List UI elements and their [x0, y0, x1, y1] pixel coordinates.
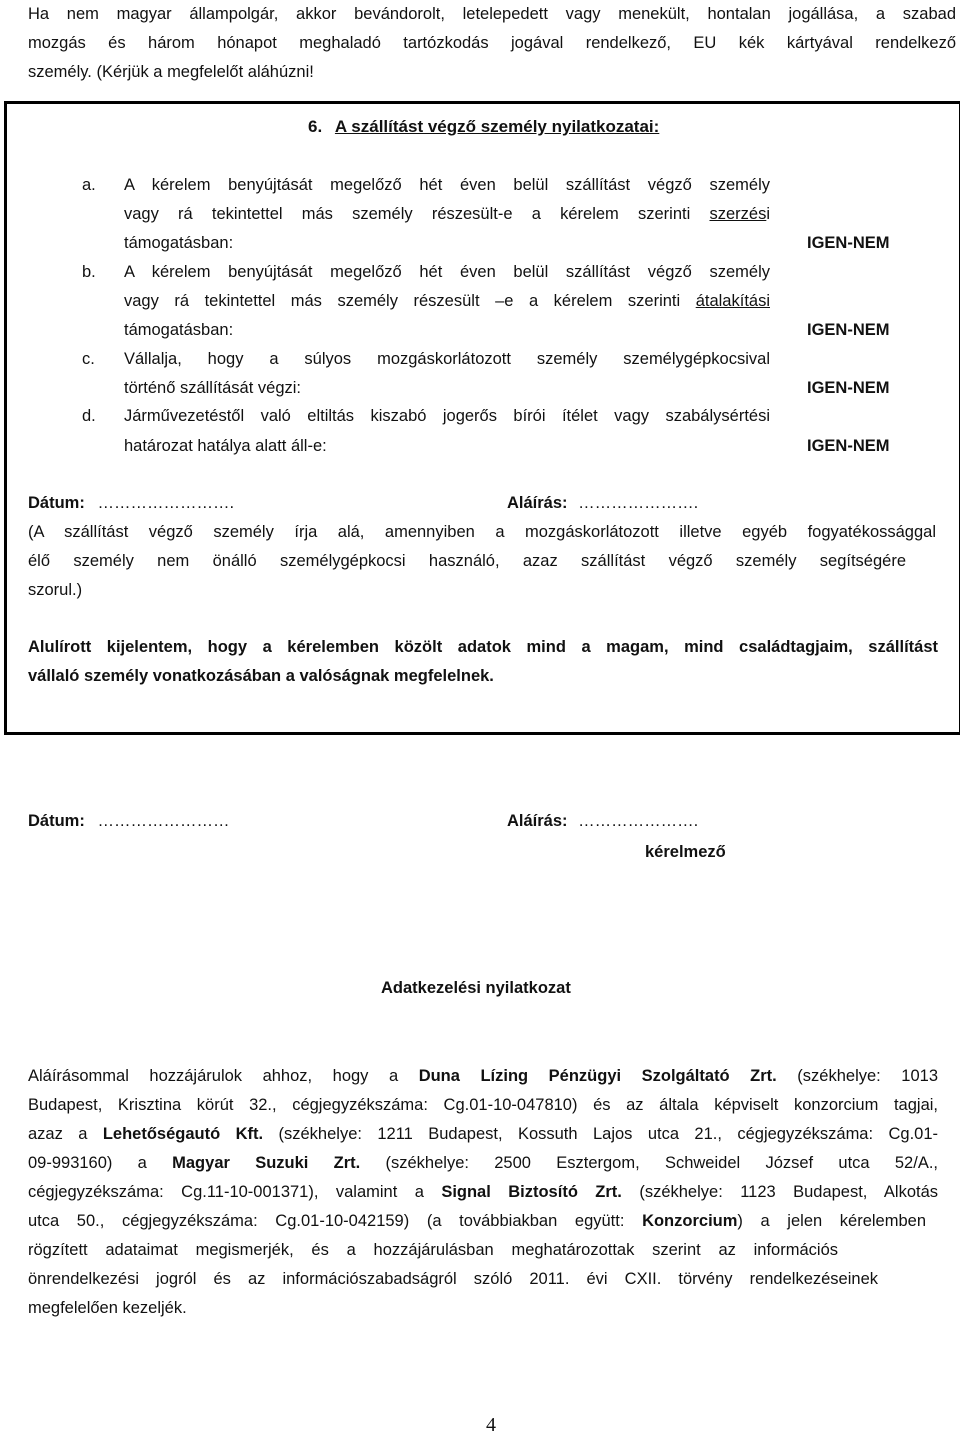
signature-field[interactable]: …………………. [578, 494, 699, 512]
date-label: Dátum: [28, 494, 85, 512]
declaration-line-2: vállaló személy vonatkozásában a valóságnak megfelelnek. [28, 667, 494, 685]
applicant-signature-field[interactable]: …………………. [578, 812, 699, 830]
privacy-row-8: önrendelkezési jogról és az információszabadságról szóló 2011. évi CXII. törvény rendelkezéseinek [28, 1270, 878, 1288]
applicant-date-label: Dátum: [28, 812, 85, 830]
signature-label: Aláírás: [507, 494, 568, 512]
item-a-marker: a. [82, 176, 96, 194]
item-a-line-3: támogatásban: [124, 234, 234, 252]
item-c-marker: c. [82, 350, 95, 368]
item-d-line-1: Járművezetéstől való eltiltás kiszabó jogerős bírói ítélet vagy szabálysértési [124, 407, 770, 425]
privacy-title: Adatkezelési nyilatkozat [381, 979, 571, 997]
item-b-marker: b. [82, 263, 96, 281]
intro-line-1: Ha nem magyar állampolgár, akkor bevándorolt, letelepedett vagy menekült, hontalan jogállása, a szabad [28, 5, 956, 23]
applicant-date [28, 812, 229, 831]
applicant-role: kérelmező [645, 843, 726, 861]
privacy-row-9: megfelelően kezeljék. [28, 1299, 187, 1317]
section-6-heading [308, 117, 659, 137]
item-b-line-1: A kérelem benyújtását megelőző hét éven belül szállítást végző személy [124, 263, 770, 281]
page-number: 4 [486, 1414, 496, 1436]
date-field[interactable]: ……………………. [97, 494, 235, 512]
note-line-2: élő személy nem önálló személygépkocsi használó, azaz szállítást végző személy segítségére [28, 552, 906, 570]
privacy-row-6: utca 50., cégjegyzékszáma: Cg.01-10-042159) (a továbbiakban együtt: Konzorcium) a jelen kérelemben [28, 1212, 927, 1230]
privacy-paragraph [28, 1062, 938, 1323]
item-c-line-1: Vállalja, hogy a súlyos mozgáskorlátozott személy személygépkocsival [124, 350, 770, 368]
privacy-row-3: azaz a Lehetőségautó Kft. (székhelye: 1211 Budapest, Kossuth Lajos utca 21., cégjegyzékszáma: Cg.01- [28, 1125, 939, 1143]
item-b-line-3: támogatásban: [124, 321, 234, 339]
applicant-signature [507, 812, 698, 831]
item-d-answer[interactable]: IGEN-NEM [807, 437, 890, 455]
item-d-marker: d. [82, 407, 96, 425]
applicant-date-field[interactable]: …………………… [97, 812, 230, 830]
declaration-line-1: Alulírott kijelentem, hogy a kérelemben közölt adatok mind a magam, mind családtagjaim, szállítást [28, 638, 938, 656]
privacy-row-1: Aláírásommal hozzájárulok ahhoz, hogy a Duna Lízing Pénzügyi Szolgáltató Zrt. (székhelye: 1013 [28, 1067, 938, 1085]
item-b-answer[interactable]: IGEN-NEM [807, 321, 890, 339]
item-a-line-2: vagy rá tekintettel más személy részesült-e a kérelem szerinti szerzési [124, 205, 770, 223]
privacy-row-7: rögzített adataimat megismerjék, és a hozzájárulásban meghatározottak szerint az információs [28, 1241, 838, 1259]
item-c-line-2: történő szállítását végzi: [124, 379, 302, 397]
item-a-line-1: A kérelem benyújtását megelőző hét éven belül szállítást végző személy [124, 176, 770, 194]
item-c-answer[interactable]: IGEN-NEM [807, 379, 890, 397]
item-b-line-2: vagy rá tekintettel más személy részesült –e a kérelem szerinti átalakítási [124, 292, 770, 310]
intro-line-2: mozgás és három hónapot meghaladó tartózkodás jogával rendelkező, EU kék kártyával rendelkező [28, 34, 956, 52]
section-6-title: A szállítást végző személy nyilatkozatai: [334, 117, 660, 136]
section-6-signature [507, 494, 698, 513]
intro-line-3: személy. (Kérjük a megfelelőt aláhúzni! [28, 63, 314, 81]
note-line-1: (A szállítást végző személy írja alá, amennyiben a mozgáskorlátozott illetve egyéb fogyatékossággal [28, 523, 936, 541]
privacy-row-4: 09-993160) a Magyar Suzuki Zrt. (székhelye: 2500 Esztergom, Schweidel József utca 52/A., [28, 1154, 938, 1172]
item-d-line-2: határozat hatálya alatt áll-e: [124, 437, 327, 455]
item-a-answer[interactable]: IGEN-NEM [807, 234, 890, 252]
privacy-row-2: Budapest, Krisztina körút 32., cégjegyzékszáma: Cg.01-10-047810) és az általa képviselt konzorcium tagjai, [28, 1096, 938, 1114]
privacy-row-5: cégjegyzékszáma: Cg.11-10-001371), valamint a Signal Biztosító Zrt. (székhelye: 1123 Budapest, Alkotás [28, 1183, 939, 1201]
section-6-date [28, 494, 234, 513]
section-6-number: 6. [308, 117, 323, 136]
applicant-signature-label: Aláírás: [507, 812, 568, 830]
note-line-3: szorul.) [28, 581, 83, 599]
